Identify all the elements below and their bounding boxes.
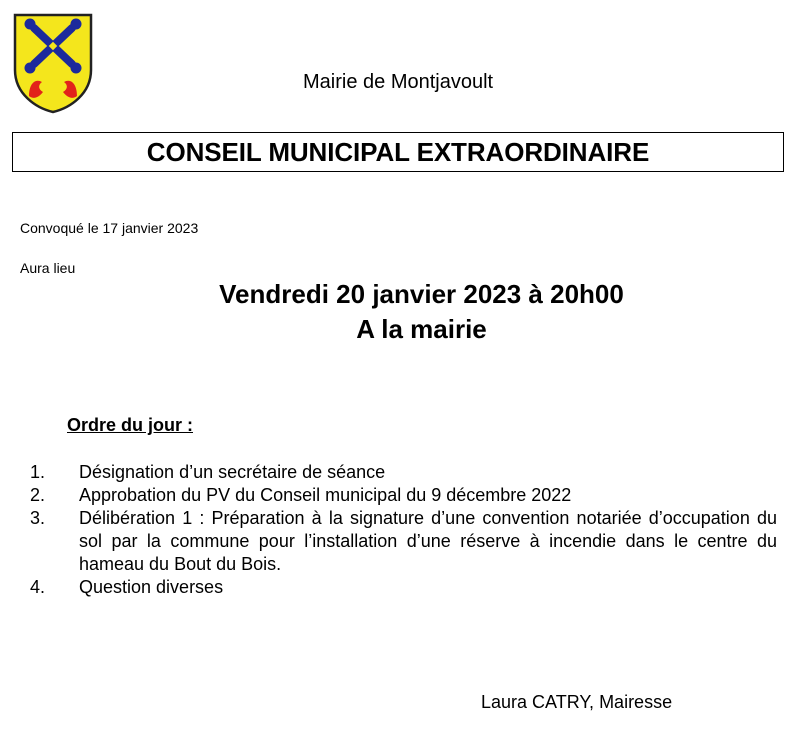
item-number: 2. (30, 485, 46, 505)
list-item (30, 576, 777, 599)
item-text: Délibération 1 : Préparation à la signature d’une convention notariée d’occupation du sol par la commune pour l’installation d’une réserve à incendie dans le centre du hameau du Bout du Bois. (79, 508, 777, 574)
item-text: Approbation du PV du Conseil municipal du 9 décembre 2022 (79, 485, 572, 505)
convocation-date: Convoqué le 17 janvier 2023 (20, 220, 199, 236)
meeting-place: A la mairie (356, 314, 487, 344)
list-item (30, 507, 777, 576)
list-item (30, 461, 777, 484)
title-box (12, 132, 784, 172)
item-text: Question diverses (79, 577, 224, 597)
item-number: 3. (30, 508, 46, 528)
item-text: Désignation d’un secrétaire de séance (79, 462, 386, 482)
location-label: Aura lieu (20, 260, 76, 276)
item-number: 4. (30, 577, 46, 597)
agenda-heading: Ordre du jour : (67, 415, 193, 435)
document-title: CONSEIL MUNICIPAL EXTRAORDINAIRE (146, 136, 650, 167)
agenda-list (30, 461, 777, 599)
town-hall-name: Mairie de Montjavoult (303, 71, 494, 93)
item-number: 1. (30, 462, 46, 482)
coat-of-arms-icon (12, 12, 94, 114)
signature: Laura CATRY, Mairesse (481, 692, 673, 712)
meeting-datetime: Vendredi 20 janvier 2023 à 20h00 (219, 279, 624, 309)
list-item (30, 484, 777, 507)
